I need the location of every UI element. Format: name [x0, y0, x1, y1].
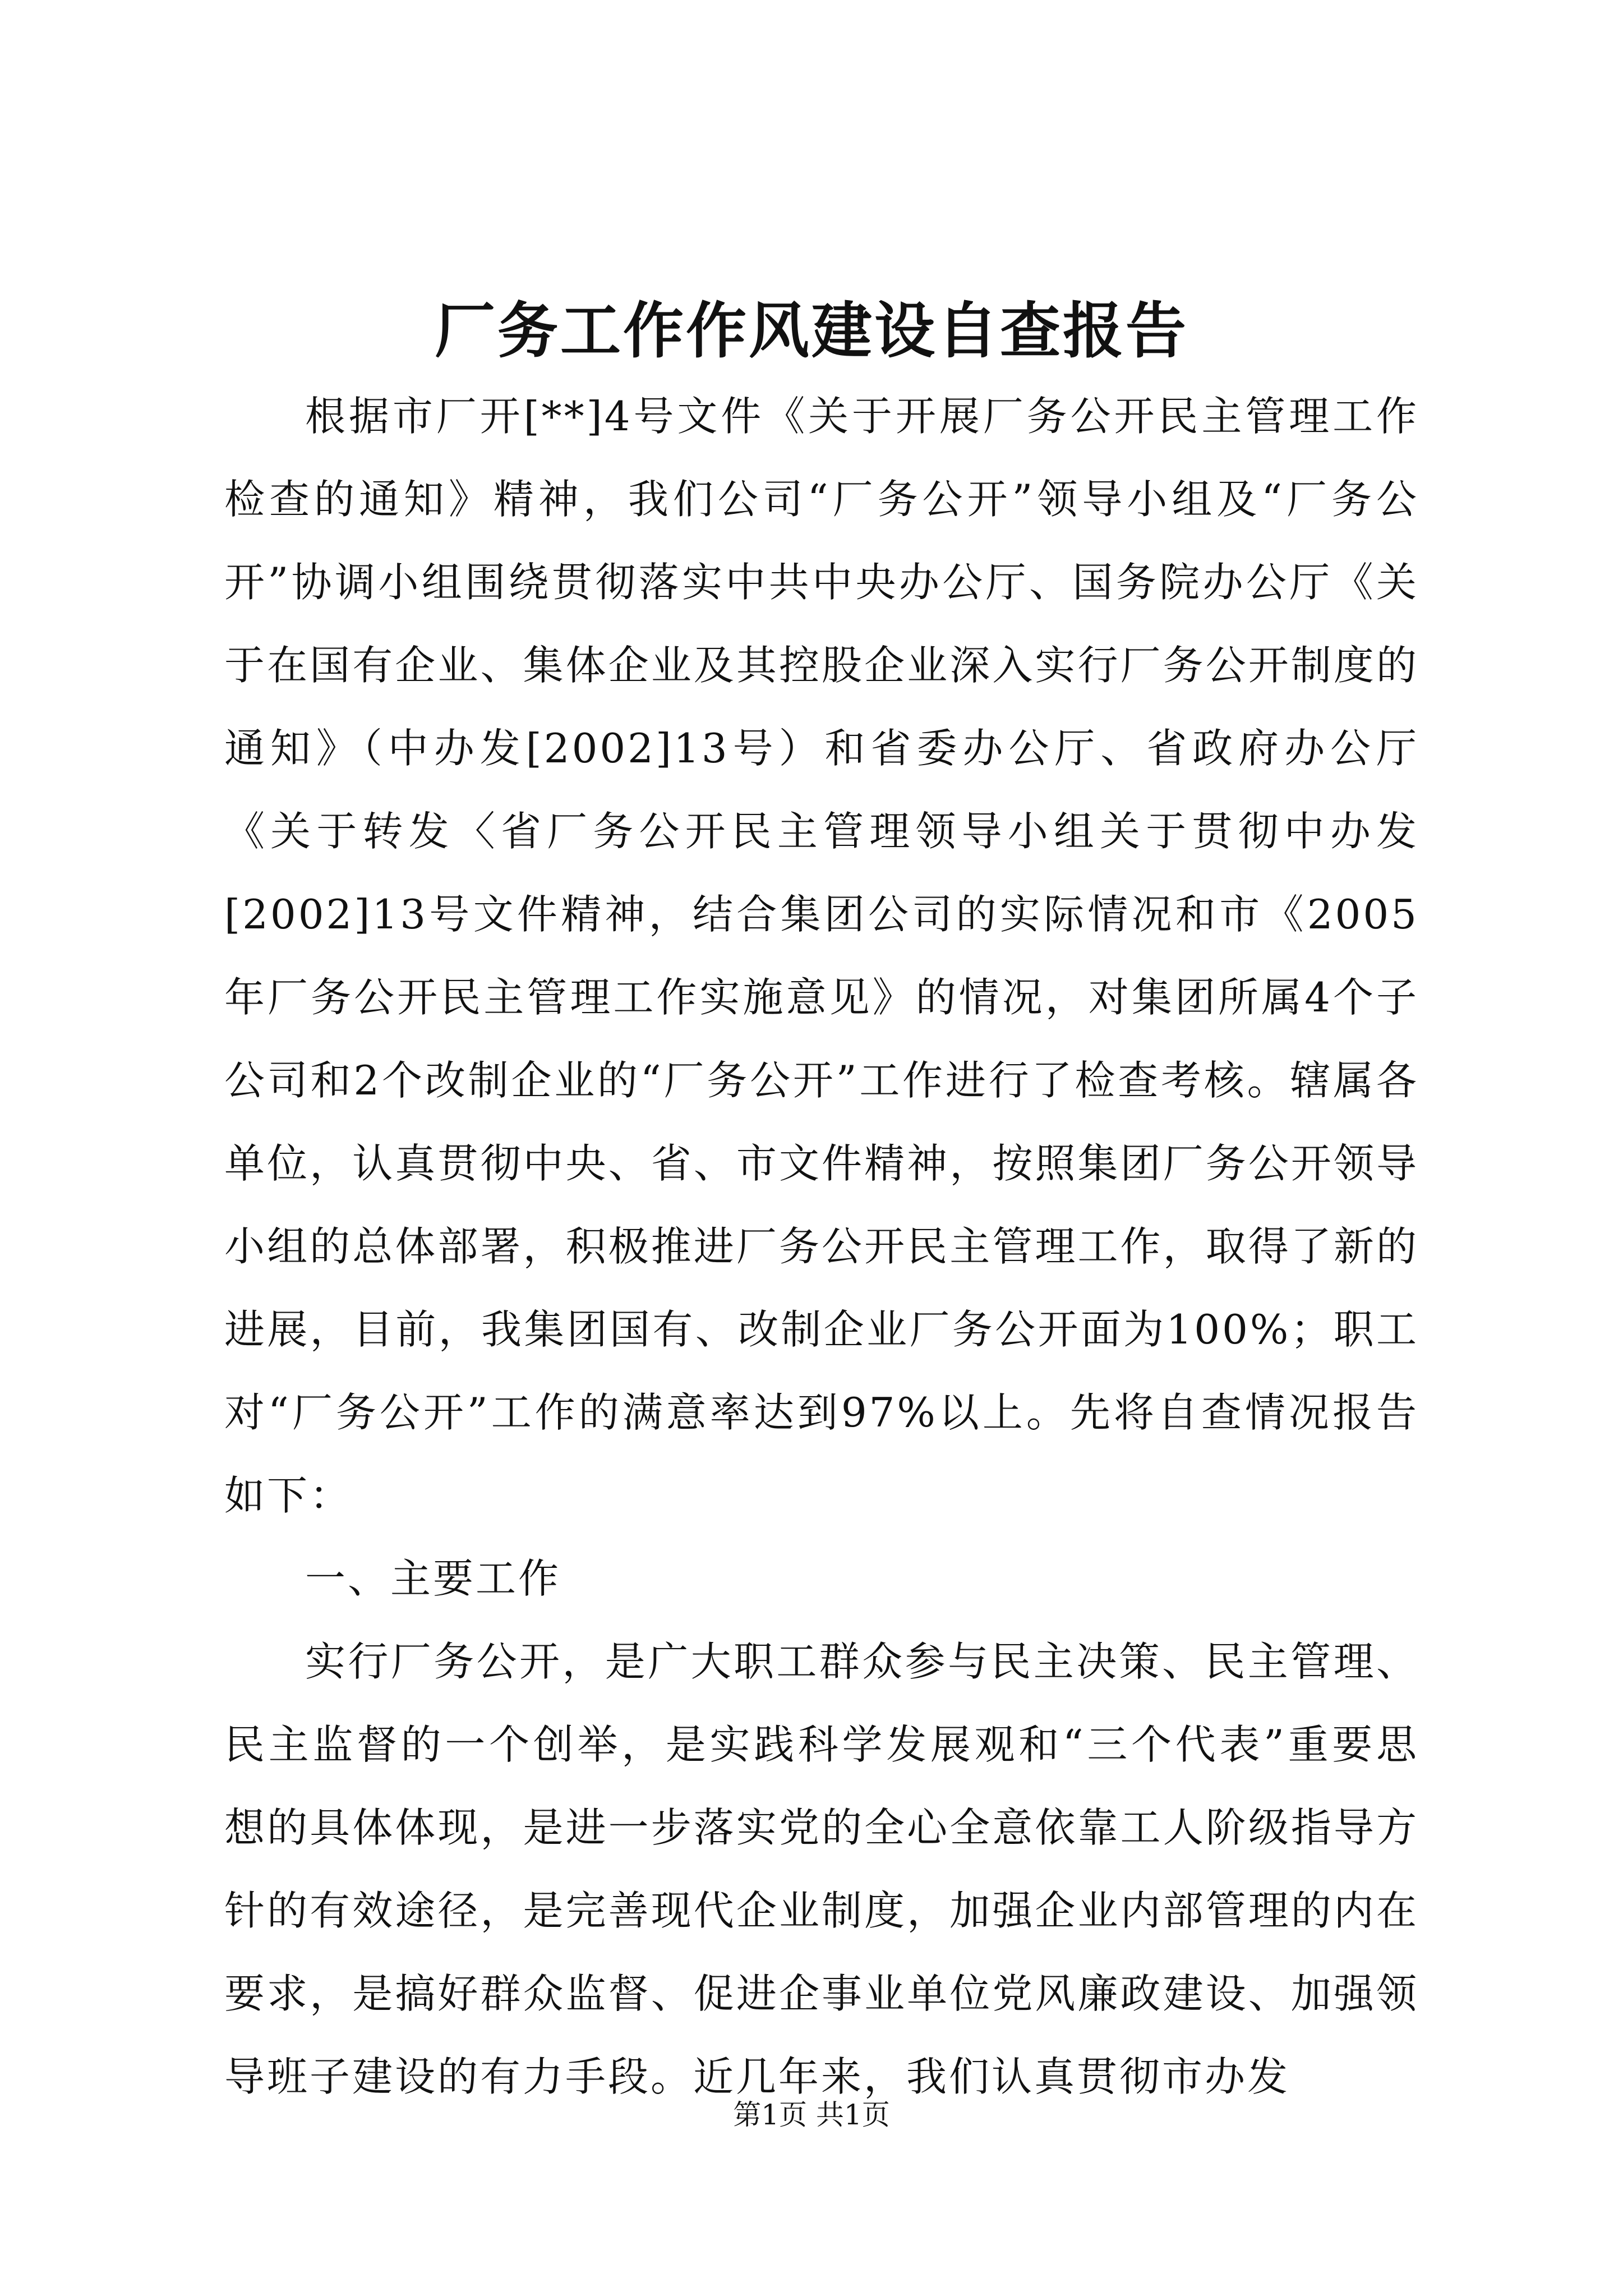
paragraph-intro: 根据市厂开[**]4号文件《关于开展厂务公开民主管理工作检查的通知》精神，我们公司“厂务公开”领导小组及“厂务公开”协调小组围绕贯彻落实中共中央办公厅、国务院办公厅《关于在国有企业、集体企业及其控股企业深入实行厂务公开制度的通知》（中办发[2002]13号）和省委办公厅、省政府办公厅《关于转发〈省厂务公开民主管理领导小组关于贯彻中办发[2002]13号文件精神，结合集团公司的实际情况和市《2005年厂务公开民主管理工作实施意见》的情况，对集团所属4个子公司和2个改制企业的“厂务公开”工作进行了检查考核。辖属各单位，认真贯彻中央、省、市文件精神，按照集团厂务公开领导小组的总体部署，积极推进厂务公开民主管理工作，取得了新的进展，目前，我集团国有、改制企业厂务公开面为100%；职工对“厂务公开”工作的满意率达到97%以上。先将自查情况报告如下： — [224, 393, 1419, 1519]
document-body — [224, 375, 1419, 2118]
document-title: 厂务工作作风建设自查报告 — [434, 296, 1188, 366]
paragraph-main-work: 实行厂务公开，是广大职工群众参与民主决策、民主管理、民主监督的一个创举，是实践科学发展观和“三个代表”重要思想的具体体现，是进一步落实党的全心全意依靠工人阶级指导方针的有效途径，是完善现代企业制度，加强企业内部管理的内在要求，是搞好群众监督、促进企事业单位党风廉政建设、加强领导班子建设的有力手段。近几年来，我们认真贯彻市办发 — [224, 1638, 1419, 2100]
page-footer: 第1页 共1页 — [733, 2099, 890, 2131]
section-heading: 一、主要工作 — [305, 1555, 561, 1602]
